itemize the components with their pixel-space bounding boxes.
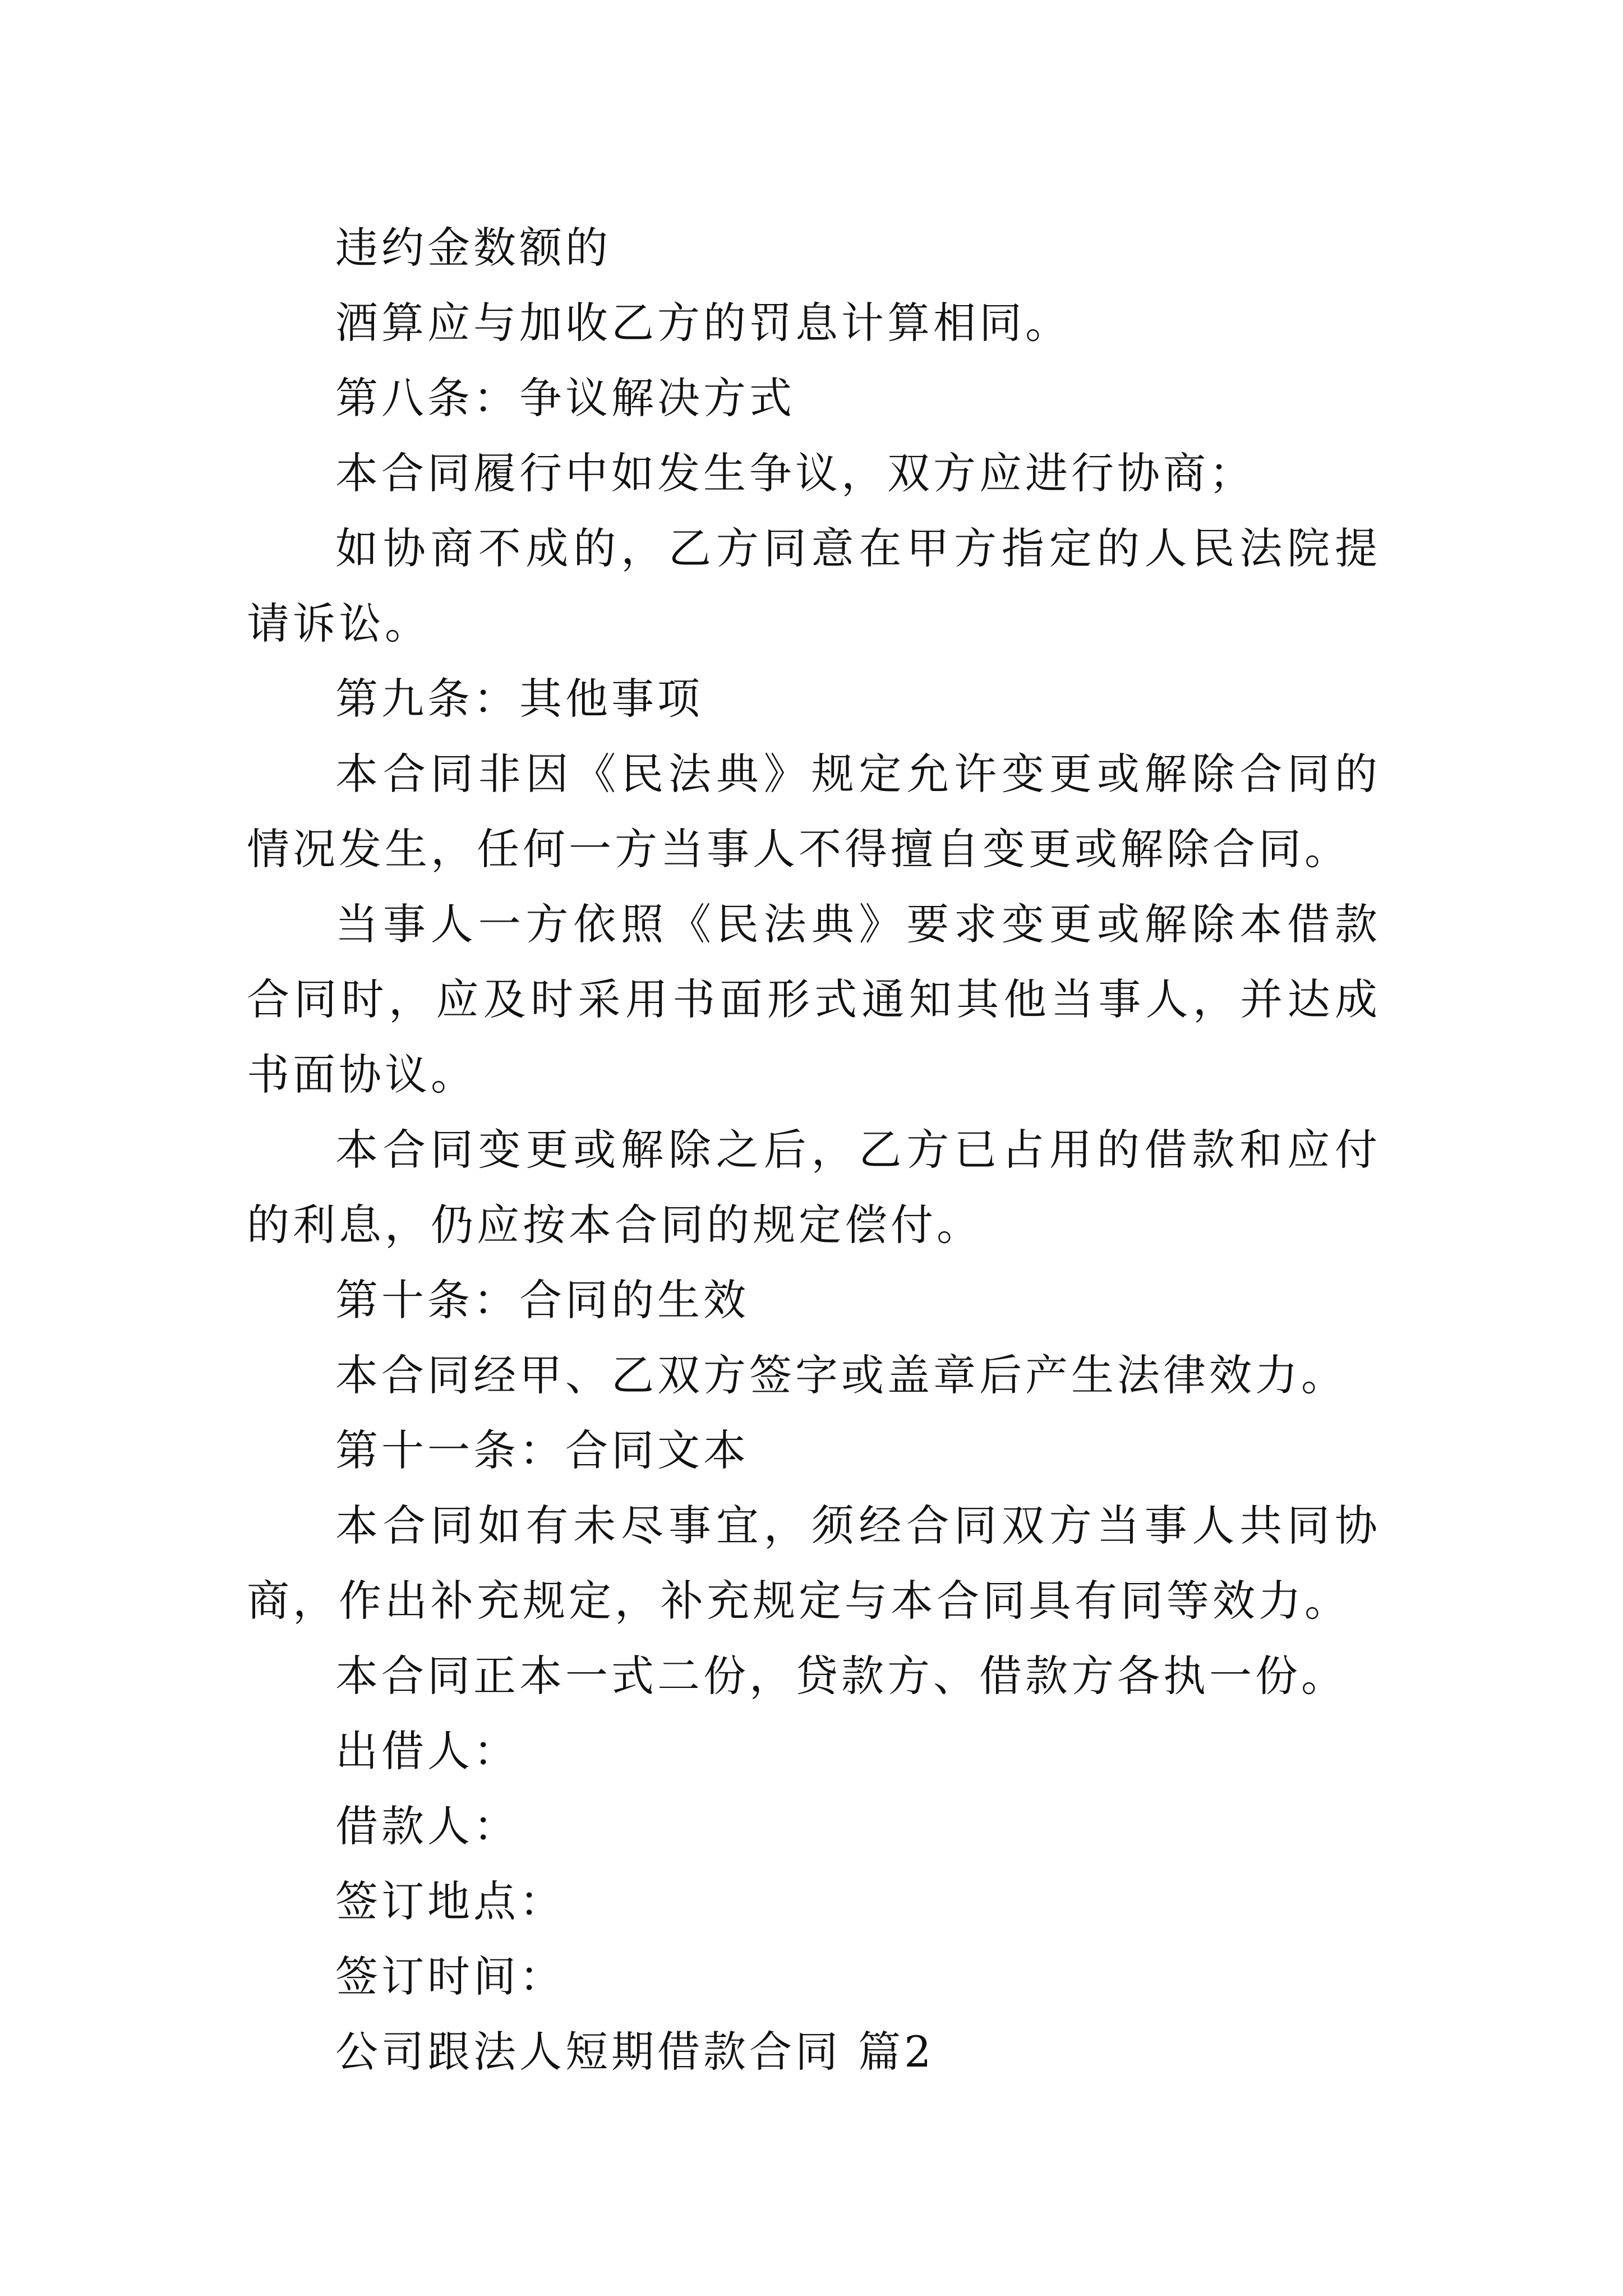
signing-date-field: 签订时间： [335,1952,565,2001]
paragraph: 本合同非因《民法典》规定允许变更或解除合同的情况发生，任何一方当事人不得擅自变更或解除合同。 [247,749,1381,874]
signature-borrower-field: 借款人： [335,1801,519,1851]
paragraph: 违约金数额的 [335,223,611,273]
document-body [247,210,1381,2090]
section-heading-article-11: 第十一条：合同文本 [335,1425,749,1475]
signing-location-field: 签订地点： [335,1876,565,1926]
paragraph: 本合同变更或解除之后，乙方已占用的借款和应付的利息，仍应按本合同的规定偿付。 [247,1125,1381,1250]
section-heading-article-9: 第九条：其他事项 [335,674,703,724]
paragraph: 本合同如有未尽事宜，须经合同双方当事人共同协商，作出补充规定，补充规定与本合同具有同等效力。 [247,1501,1381,1626]
paragraph: 如协商不成的，乙方同意在甲方指定的人民法院提请诉讼。 [247,523,1381,648]
paragraph: 酒算应与加收乙方的罚息计算相同。 [335,298,1071,348]
signature-lender-field: 出借人： [335,1726,519,1776]
paragraph: 本合同履行中如发生争议，双方应进行协商； [335,448,1255,498]
section-heading-article-10: 第十条：合同的生效 [335,1275,749,1325]
paragraph: 本合同正本一式二份，贷款方、借款方各执一份。 [335,1651,1347,1701]
next-contract-title: 公司跟法人短期借款合同 篇2 [335,2027,935,2077]
paragraph: 当事人一方依照《民法典》要求变更或解除本借款合同时，应及时采用书面形式通知其他当事人，并达成书面协议。 [247,899,1381,1099]
paragraph: 本合同经甲、乙双方签字或盖章后产生法律效力。 [335,1350,1347,1400]
section-heading-article-8: 第八条：争议解决方式 [335,373,795,423]
